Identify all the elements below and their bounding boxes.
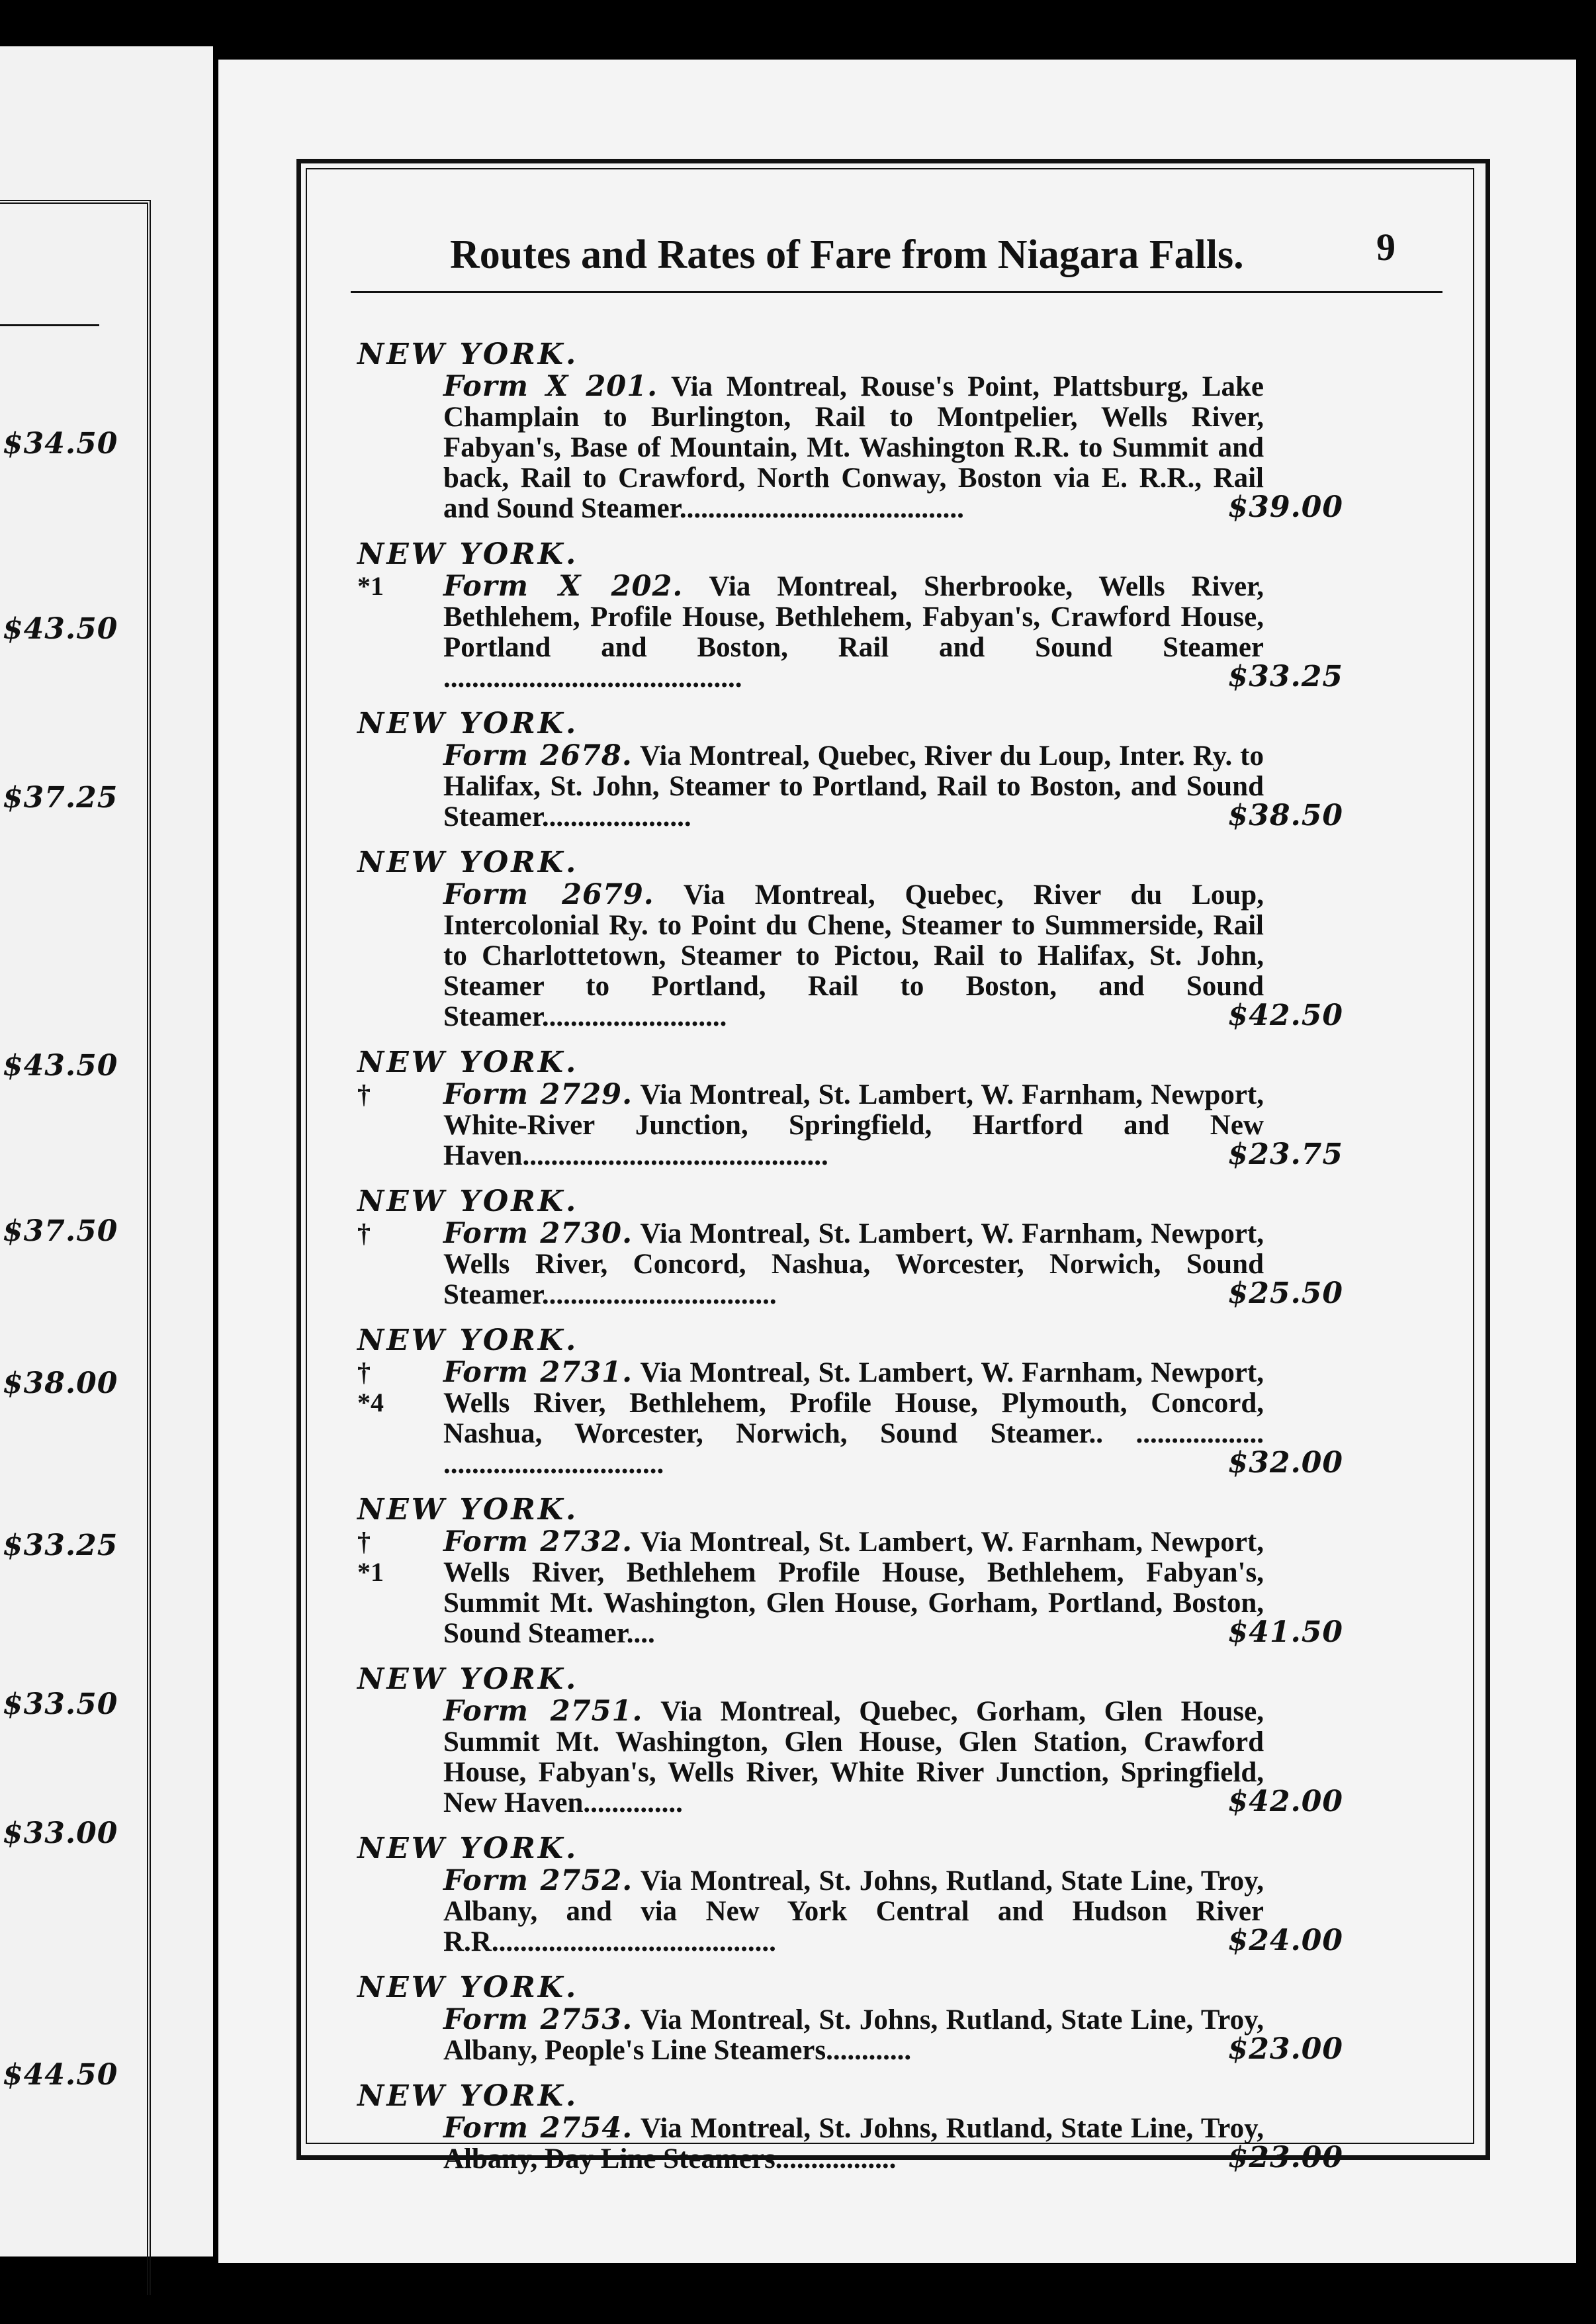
destination-heading: NEW YORK. (357, 846, 579, 879)
form-number: Form X 202. (443, 570, 684, 603)
form-number: Form 2754. (443, 2112, 633, 2145)
form-number: Form 2679. (443, 878, 654, 911)
form-number: Form X 201. (443, 370, 658, 403)
fare-row (344, 371, 1469, 524)
fare-entry (344, 537, 1469, 693)
main-page (218, 60, 1576, 2263)
destination-heading: NEW YORK. (357, 537, 579, 571)
fare-price: $23.00 (1227, 2141, 1343, 2174)
form-number: Form 2730. (443, 1217, 633, 1250)
route-text: Via Montreal, St. Johns, Rutland, State Line, Troy, Albany, Day Line Steamers................. (443, 2113, 1264, 2174)
route-description (443, 1527, 1264, 1649)
route-description (443, 571, 1264, 693)
fare-entry (344, 707, 1469, 832)
fare-entry (344, 1323, 1469, 1480)
route-description (443, 1079, 1264, 1171)
reference-marks: † (357, 1218, 371, 1248)
route-description (443, 740, 1264, 832)
form-number: Form 2751. (443, 1695, 643, 1728)
fare-price: $39.00 (1227, 490, 1343, 524)
fare-entry (344, 1493, 1469, 1649)
header-rule (351, 291, 1442, 293)
fare-row (344, 1218, 1469, 1310)
left-price: $37.25 (3, 781, 118, 815)
fare-row (344, 2004, 1469, 2066)
fare-row (344, 740, 1469, 832)
route-description (443, 2004, 1264, 2066)
fare-price: $24.00 (1227, 1924, 1343, 1957)
page-title: Routes and Rates of Fare from Niagara Falls. (450, 232, 1244, 277)
fare-price: $23.75 (1227, 1138, 1343, 1171)
destination-heading: NEW YORK. (357, 2079, 579, 2113)
destination-heading: NEW YORK. (357, 1493, 579, 1527)
form-number: Form 2753. (443, 2003, 633, 2036)
route-description (443, 1865, 1264, 1957)
left-price: $37.50 (3, 1214, 118, 1248)
left-page-rule (0, 324, 99, 326)
route-description (443, 1696, 1264, 1818)
page-number: 9 (1376, 226, 1396, 269)
left-price: $38.00 (3, 1366, 118, 1400)
route-text: Via Montreal, Quebec, Gorham, Glen House, Summit Mt. Washington, Glen House, Glen Station, Crawford House, Fabyan's, Wells River, White River Junction, Springfield, New Haven.............. (443, 1696, 1264, 1818)
left-price: $43.50 (3, 612, 118, 646)
fare-price: $42.00 (1227, 1785, 1343, 1818)
left-price: $44.50 (3, 2058, 118, 2092)
fare-price: $25.50 (1227, 1276, 1343, 1310)
reference-marks: † *4 (357, 1357, 384, 1417)
destination-heading: NEW YORK. (357, 1971, 579, 2004)
form-number: Form 2729. (443, 1078, 633, 1111)
fare-row (344, 1079, 1469, 1171)
route-description (443, 371, 1264, 524)
fare-row (344, 571, 1469, 693)
fare-price: $33.25 (1227, 660, 1343, 693)
route-description (443, 879, 1264, 1032)
fare-row (344, 1527, 1469, 1649)
destination-heading: NEW YORK. (357, 337, 579, 371)
fare-price: $32.00 (1227, 1446, 1343, 1480)
route-text: Via Montreal, Quebec, River du Loup, Inter. Ry. to Halifax, St. John, Steamer to Portland, Rail to Boston, and Sound Steamer..................... (443, 740, 1264, 832)
left-price: $33.00 (3, 1816, 118, 1850)
fare-entry (344, 846, 1469, 1032)
fare-row (344, 1865, 1469, 1957)
route-text: Via Montreal, St. Johns, Rutland, State Line, Troy, Albany, and via New York Central and Hudson River R.R........................................ (443, 1865, 1264, 1957)
fare-price: $38.50 (1227, 799, 1343, 832)
fare-row (344, 1696, 1469, 1818)
route-text: Via Montreal, Sherbrooke, Wells River, Bethlehem, Profile House, Bethlehem, Fabyan's, Crawford House, Portland and Boston, Rail and Sound Steamer .......................................... (443, 571, 1264, 693)
fare-entry (344, 1832, 1469, 1957)
destination-heading: NEW YORK. (357, 1662, 579, 1696)
destination-heading: NEW YORK. (357, 1184, 579, 1218)
fare-row (344, 2113, 1469, 2174)
destination-heading: NEW YORK. (357, 707, 579, 740)
left-page-fragment (0, 46, 213, 2257)
route-description (443, 2113, 1264, 2174)
route-text: Via Montreal, St. Lambert, W. Farnham, Newport, Wells River, Concord, Nashua, Worcester, Norwich, Sound Steamer................................. (443, 1218, 1264, 1310)
reference-marks: † *1 (357, 1527, 384, 1587)
fare-entry (344, 2079, 1469, 2174)
fare-row (344, 879, 1469, 1032)
route-text: Via Montreal, St. Lambert, W. Farnham, Newport, White-River Junction, Springfield, Hartford and New Haven........................................... (443, 1079, 1264, 1171)
route-text: Via Montreal, Rouse's Point, Plattsburg, Lake Champlain to Burlington, Rail to Montpelier, Wells River, Fabyan's, Base of Mountain, Mt. Washington R.R. to Summit and back, Rail to Crawford, North Conway, Boston via E. R.R., Rail and Sound Steamer........................................ (443, 371, 1264, 524)
fare-entry (344, 1046, 1469, 1171)
fare-price: $23.00 (1227, 2032, 1343, 2066)
route-text: Via Montreal, Quebec, River du Loup, Intercolonial Ry. to Point du Chene, Steamer to Summerside, Rail to Charlottetown, Steamer to Pictou, Rail to Halifax, St. John, Steamer to Portland, Rail to Boston, and Sound Steamer.......................... (443, 879, 1264, 1032)
fare-entry (344, 1184, 1469, 1310)
left-price: $33.50 (3, 1687, 118, 1721)
fare-price: $42.50 (1227, 999, 1343, 1032)
reference-marks: † (357, 1079, 371, 1109)
fare-entry (344, 1662, 1469, 1818)
fare-price: $41.50 (1227, 1615, 1343, 1649)
form-number: Form 2732. (443, 1525, 633, 1558)
form-number: Form 2731. (443, 1356, 633, 1389)
reference-marks: *1 (357, 571, 384, 601)
route-description (443, 1357, 1264, 1480)
left-price: $34.50 (3, 427, 118, 461)
form-number: Form 2678. (443, 739, 633, 772)
form-number: Form 2752. (443, 1864, 633, 1897)
fare-entry (344, 1971, 1469, 2066)
fare-entries (344, 337, 1469, 2188)
destination-heading: NEW YORK. (357, 1832, 579, 1865)
route-text: Via Montreal, St. Lambert, W. Farnham, Newport, Wells River, Bethlehem, Profile House, Plymouth, Concord, Nashua, Worcester, Norwich, Sound Steamer.. .................. ............................... (443, 1357, 1264, 1480)
route-description (443, 1218, 1264, 1310)
fare-entry (344, 337, 1469, 524)
destination-heading: NEW YORK. (357, 1046, 579, 1079)
route-text: Via Montreal, St. Lambert, W. Farnham, Newport, Wells River, Bethlehem Profile House, Bethlehem, Fabyan's, Summit Mt. Washington, Glen House, Gorham, Portland, Boston, Sound Steamer.... (443, 1527, 1264, 1649)
left-price: $33.25 (3, 1529, 118, 1562)
left-price: $43.50 (3, 1049, 118, 1083)
route-text: Via Montreal, St. Johns, Rutland, State Line, Troy, Albany, People's Line Steamers............ (443, 2004, 1264, 2066)
fare-row (344, 1357, 1469, 1480)
destination-heading: NEW YORK. (357, 1323, 579, 1357)
